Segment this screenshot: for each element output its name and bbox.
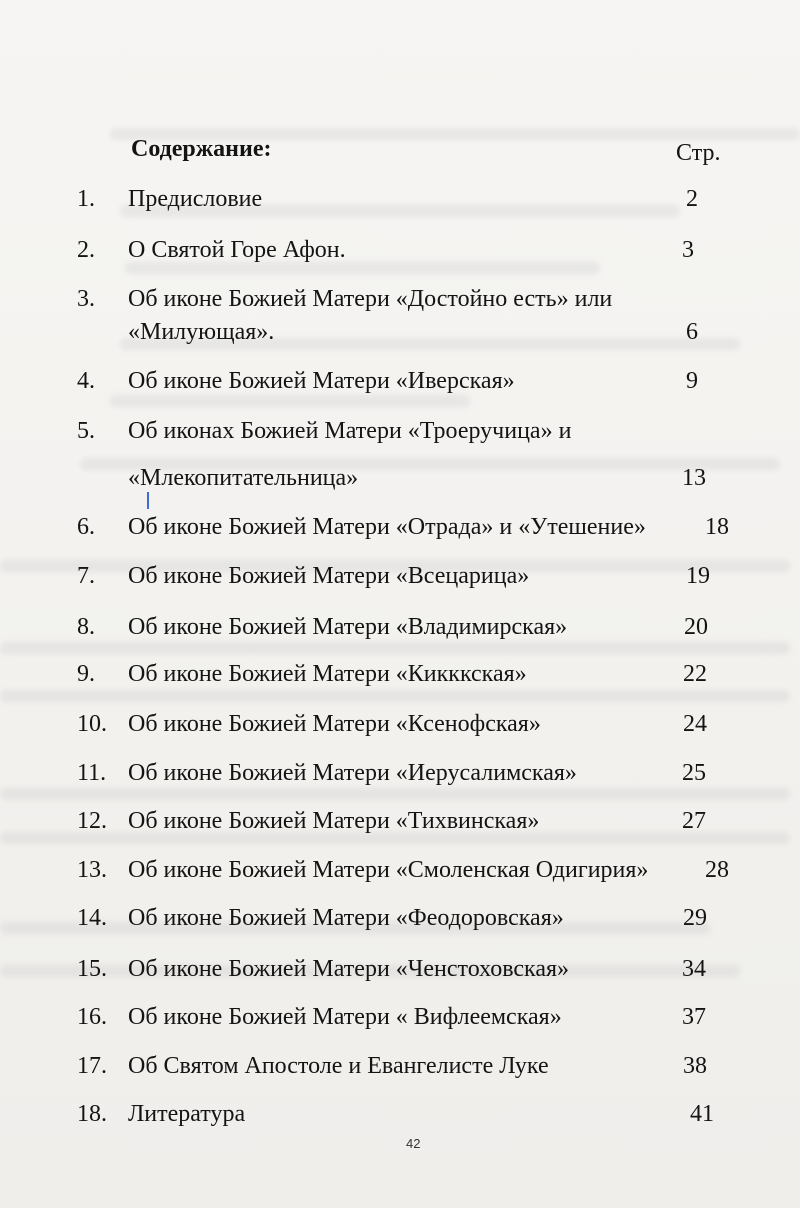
- toc-entry-page: 29: [683, 905, 707, 931]
- toc-title: Содержание:: [131, 136, 272, 162]
- toc-entry-title: Об иконе Божией Матери «Отрада» и «Утешение»: [128, 514, 646, 540]
- toc-entry-number: 15.: [77, 956, 107, 982]
- toc-entry-title: Предисловие: [128, 186, 263, 212]
- page-number: 42: [406, 1136, 421, 1151]
- toc-entry-title: Литература: [128, 1101, 246, 1127]
- toc-entry-title: Об иконе Божией Матери «Владимирская»: [128, 614, 568, 640]
- toc-entry-page: 9: [686, 368, 698, 394]
- toc-entry-number: 9.: [77, 661, 95, 687]
- toc-entry-title: Об иконе Божией Матери «Иерусалимская»: [128, 760, 577, 786]
- bleed-through: [110, 395, 470, 407]
- toc-entry-page: 27: [682, 808, 706, 834]
- toc-entry-page: 41: [690, 1101, 714, 1127]
- toc-entry-number: 5.: [77, 418, 95, 444]
- pen-mark: [147, 492, 149, 509]
- toc-entry-page: 37: [682, 1004, 706, 1030]
- toc-entry-title: «Млекопитательница»: [128, 465, 359, 491]
- toc-page-header: Стр.: [676, 140, 721, 166]
- bleed-through: [0, 642, 790, 654]
- toc-entry-number: 13.: [77, 857, 107, 883]
- toc-entry-page: 19: [686, 563, 710, 589]
- toc-entry-page: 18: [705, 514, 729, 540]
- toc-entry-page: 6: [686, 319, 698, 345]
- toc-entry-title: Об иконе Божией Матери «Тихвинская»: [128, 808, 540, 834]
- toc-entry-number: 11.: [77, 760, 107, 786]
- toc-entry-number: 17.: [77, 1053, 107, 1079]
- toc-entry-number: 16.: [77, 1004, 107, 1030]
- toc-entry-title: Об Святом Апостоле и Евангелисте Луке: [128, 1053, 549, 1079]
- toc-entry-page: 22: [683, 661, 707, 687]
- toc-entry-number: 18.: [77, 1101, 107, 1127]
- toc-entry-number: 6.: [77, 514, 95, 540]
- toc-entry-title: Об иконе Божией Матери «Всецарица»: [128, 563, 530, 589]
- toc-entry-page: 28: [705, 857, 729, 883]
- toc-entry-title: О Святой Горе Афон.: [128, 237, 346, 263]
- toc-entry-title: Об иконе Божией Матери «Ченстоховская»: [128, 956, 570, 982]
- toc-entry-title: Об иконе Божией Матери «Достойно есть» или: [128, 286, 613, 312]
- toc-entry-title: Об иконе Божией Матери «Ксенофская»: [128, 711, 541, 737]
- toc-entry-number: 12.: [77, 808, 107, 834]
- toc-entry-title: Об иконе Божией Матери «Смоленская Одигирия»: [128, 857, 649, 883]
- toc-entry-page: 3: [682, 237, 694, 263]
- toc-entry-page: 2: [686, 186, 698, 212]
- toc-entry-page: 38: [683, 1053, 707, 1079]
- toc-entry-number: 3.: [77, 286, 95, 312]
- toc-entry-number: 1.: [77, 186, 95, 212]
- toc-entry-title: Об иконе Божией Матери «Кикккская»: [128, 661, 527, 687]
- bleed-through: [0, 690, 790, 702]
- toc-entry-title: Об иконе Божией Матери «Феодоровская»: [128, 905, 564, 931]
- toc-entry-number: 14.: [77, 905, 107, 931]
- bleed-through: [0, 788, 790, 800]
- toc-entry-page: 24: [683, 711, 707, 737]
- toc-entry-title: Об иконе Божией Матери « Вифлеемская»: [128, 1004, 562, 1030]
- toc-entry-page: 34: [682, 956, 706, 982]
- toc-entry-number: 4.: [77, 368, 95, 394]
- toc-entry-number: 7.: [77, 563, 95, 589]
- toc-entry-page: 20: [684, 614, 708, 640]
- toc-entry-number: 2.: [77, 237, 95, 263]
- toc-entry-page: 25: [682, 760, 706, 786]
- toc-entry-page: 13: [682, 465, 706, 491]
- toc-entry-title: Об иконе Божией Матери «Иверская»: [128, 368, 515, 394]
- toc-entry-title: Об иконах Божией Матери «Троеручица» и: [128, 418, 572, 444]
- toc-entry-number: 10.: [77, 711, 107, 737]
- toc-entry-number: 8.: [77, 614, 95, 640]
- toc-entry-title: «Милующая».: [128, 319, 275, 345]
